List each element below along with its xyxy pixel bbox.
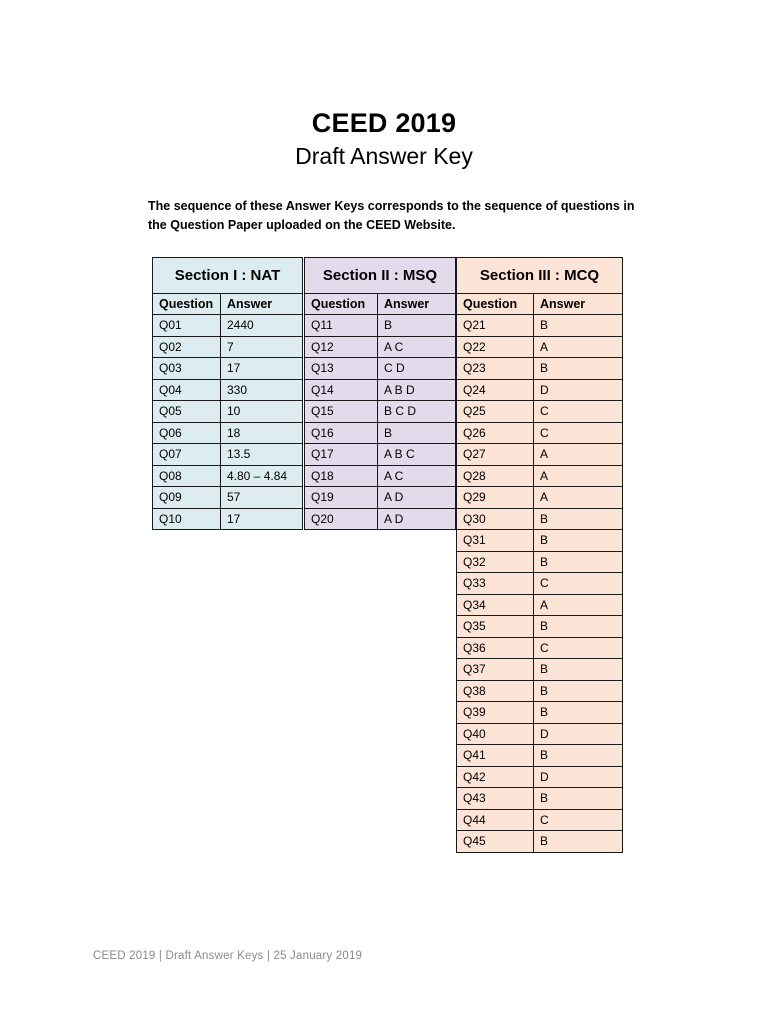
document-subtitle: Draft Answer Key [295, 143, 473, 169]
column-header-question: Question [153, 294, 221, 315]
answer-cell: B [534, 680, 623, 702]
question-cell: Q03 [153, 358, 221, 380]
table-row [457, 616, 623, 638]
table-row [305, 358, 456, 380]
question-cell: Q19 [305, 487, 378, 509]
answer-cell: D [534, 723, 623, 745]
table-row [153, 336, 303, 358]
question-cell: Q23 [457, 358, 534, 380]
table-row [457, 594, 623, 616]
question-cell: Q16 [305, 422, 378, 444]
question-cell: Q12 [305, 336, 378, 358]
column-header-answer: Answer [378, 294, 456, 315]
section-2-table [304, 257, 456, 530]
answer-cell: B [534, 788, 623, 810]
question-cell: Q31 [457, 530, 534, 552]
answer-cell: 10 [221, 401, 303, 423]
table-row [457, 358, 623, 380]
answer-cell: A [534, 444, 623, 466]
section-rows [305, 315, 456, 530]
column-header-question: Question [305, 294, 378, 315]
answer-cell: A C [378, 336, 456, 358]
answer-cell: C D [378, 358, 456, 380]
question-cell: Q33 [457, 573, 534, 595]
question-cell: Q13 [305, 358, 378, 380]
table-row [457, 465, 623, 487]
table-row [457, 788, 623, 810]
answer-cell: 2440 [221, 315, 303, 337]
question-cell: Q45 [457, 831, 534, 853]
answer-cell: B [534, 551, 623, 573]
answer-cell: B [534, 831, 623, 853]
table-row [457, 422, 623, 444]
question-cell: Q24 [457, 379, 534, 401]
question-cell: Q21 [457, 315, 534, 337]
answer-cell: B [534, 745, 623, 767]
question-cell: Q11 [305, 315, 378, 337]
table-row [153, 379, 303, 401]
question-cell: Q26 [457, 422, 534, 444]
answer-cell: A C [378, 465, 456, 487]
table-row [457, 680, 623, 702]
table-row [153, 401, 303, 423]
answer-cell: B [378, 315, 456, 337]
question-cell: Q39 [457, 702, 534, 724]
table-row [457, 401, 623, 423]
table-row [457, 745, 623, 767]
answer-cell: C [534, 637, 623, 659]
table-row [305, 487, 456, 509]
question-cell: Q40 [457, 723, 534, 745]
table-row [305, 336, 456, 358]
section-title: Section III : MCQ [457, 258, 623, 294]
column-header-answer: Answer [221, 294, 303, 315]
answer-cell: A [534, 465, 623, 487]
table-row [305, 444, 456, 466]
question-cell: Q02 [153, 336, 221, 358]
table-row [457, 551, 623, 573]
question-cell: Q25 [457, 401, 534, 423]
answer-cell: D [534, 766, 623, 788]
question-cell: Q01 [153, 315, 221, 337]
table-row [457, 637, 623, 659]
answer-cell: B [534, 616, 623, 638]
answer-cell: B [534, 508, 623, 530]
table-row [153, 358, 303, 380]
table-row [457, 831, 623, 853]
page-footer: CEED 2019 | Draft Answer Keys | 25 January 2019 [93, 950, 363, 962]
answer-cell: 330 [221, 379, 303, 401]
question-cell: Q20 [305, 508, 378, 530]
question-cell: Q08 [153, 465, 221, 487]
question-cell: Q35 [457, 616, 534, 638]
table-row [305, 401, 456, 423]
intro-paragraph: The sequence of these Answer Keys corresponds to the sequence of questions in the Question Paper uploaded on the CEED Website. [148, 199, 635, 232]
question-cell: Q22 [457, 336, 534, 358]
table-row [457, 444, 623, 466]
table-row [153, 508, 303, 530]
section-rows [457, 315, 623, 853]
answer-cell: B C D [378, 401, 456, 423]
table-row [457, 487, 623, 509]
table-row [457, 702, 623, 724]
column-header-answer: Answer [534, 294, 623, 315]
question-cell: Q44 [457, 809, 534, 831]
table-row [457, 573, 623, 595]
question-cell: Q30 [457, 508, 534, 530]
question-cell: Q09 [153, 487, 221, 509]
answer-cell: B [378, 422, 456, 444]
table-row [305, 465, 456, 487]
table-row [153, 315, 303, 337]
table-row [153, 444, 303, 466]
question-cell: Q06 [153, 422, 221, 444]
answer-cell: A B D [378, 379, 456, 401]
column-header-question: Question [457, 294, 534, 315]
question-cell: Q34 [457, 594, 534, 616]
section-3-table [456, 257, 623, 853]
answer-cell: 13.5 [221, 444, 303, 466]
question-cell: Q38 [457, 680, 534, 702]
question-cell: Q17 [305, 444, 378, 466]
answer-cell: B [534, 530, 623, 552]
section-rows [153, 315, 303, 530]
question-cell: Q05 [153, 401, 221, 423]
answer-cell: C [534, 573, 623, 595]
section-1-table [152, 257, 303, 530]
table-row [305, 315, 456, 337]
answer-cell: B [534, 702, 623, 724]
table-row [153, 465, 303, 487]
answer-cell: C [534, 809, 623, 831]
answer-cell: A D [378, 487, 456, 509]
table-row [153, 422, 303, 444]
question-cell: Q32 [457, 551, 534, 573]
answer-cell: C [534, 401, 623, 423]
table-row [305, 422, 456, 444]
table-row [457, 809, 623, 831]
answer-cell: 7 [221, 336, 303, 358]
question-cell: Q15 [305, 401, 378, 423]
answer-cell: A [534, 487, 623, 509]
question-cell: Q42 [457, 766, 534, 788]
answer-cell: C [534, 422, 623, 444]
question-cell: Q36 [457, 637, 534, 659]
answer-cell: 57 [221, 487, 303, 509]
question-cell: Q04 [153, 379, 221, 401]
question-cell: Q14 [305, 379, 378, 401]
answer-cell: 4.80 – 4.84 [221, 465, 303, 487]
answer-cell: A [534, 594, 623, 616]
table-row [457, 530, 623, 552]
question-cell: Q18 [305, 465, 378, 487]
question-cell: Q43 [457, 788, 534, 810]
answer-cell: A B C [378, 444, 456, 466]
table-row [305, 508, 456, 530]
question-cell: Q10 [153, 508, 221, 530]
table-row [153, 487, 303, 509]
question-cell: Q07 [153, 444, 221, 466]
question-cell: Q27 [457, 444, 534, 466]
table-row [457, 723, 623, 745]
table-row [457, 766, 623, 788]
table-row [457, 508, 623, 530]
table-row [457, 315, 623, 337]
answer-cell: B [534, 659, 623, 681]
table-row [457, 379, 623, 401]
question-cell: Q41 [457, 745, 534, 767]
document-title: CEED 2019 [311, 108, 457, 138]
section-title: Section II : MSQ [305, 258, 456, 294]
answer-cell: A D [378, 508, 456, 530]
answer-cell: B [534, 315, 623, 337]
section-title: Section I : NAT [153, 258, 303, 294]
question-cell: Q29 [457, 487, 534, 509]
answer-cell: A [534, 336, 623, 358]
answer-cell: 17 [221, 358, 303, 380]
table-row [457, 336, 623, 358]
answer-cell: 17 [221, 508, 303, 530]
question-cell: Q37 [457, 659, 534, 681]
answer-cell: B [534, 358, 623, 380]
table-row [457, 659, 623, 681]
answer-cell: D [534, 379, 623, 401]
question-cell: Q28 [457, 465, 534, 487]
table-row [305, 379, 456, 401]
answer-cell: 18 [221, 422, 303, 444]
